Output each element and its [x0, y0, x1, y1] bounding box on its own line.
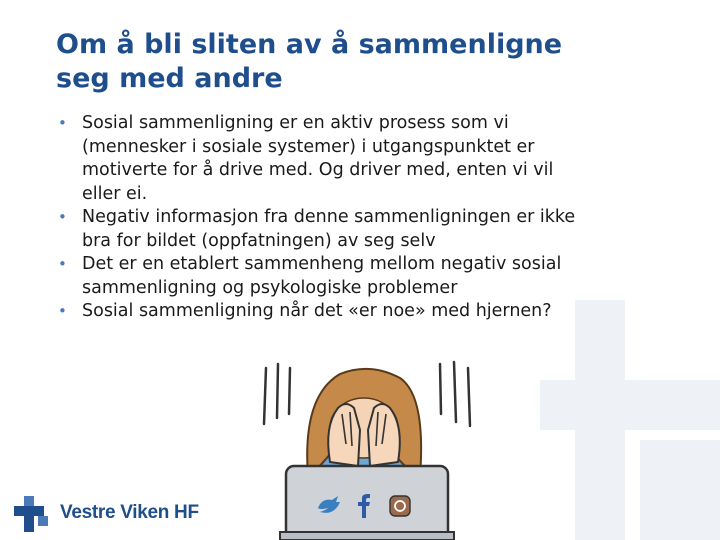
bullet-marker: •	[58, 255, 67, 273]
bullet-item	[56, 253, 676, 300]
bullet-text-line: Det er en etablert sammenheng mellom negativ sosial	[82, 254, 562, 274]
bullet-item	[56, 300, 676, 324]
bullet-text-line: motiverte for å drive med. Og driver med, enten vi vil	[82, 160, 554, 180]
bullet-text-line: bra for bildet (oppfatningen) av seg selv	[82, 230, 436, 251]
bullet-text-line: Negativ informasjon fra denne sammenligningen er ikke	[82, 207, 576, 227]
logo-cross-icon	[14, 496, 54, 532]
brand-logo	[14, 496, 214, 532]
slide-title-line: seg med andre	[56, 63, 283, 94]
bullet-marker: •	[58, 114, 67, 132]
bullet-text-line: Sosial sammenligning når det «er noe» med hjernen?	[82, 301, 552, 321]
bullet-list	[56, 112, 676, 324]
bullet-text-line: sammenligning og psykologiske problemer	[82, 277, 458, 298]
bullet-item	[56, 112, 676, 206]
watermark-cross-horizontal	[540, 380, 720, 430]
stress-lines-right-icon	[440, 362, 470, 426]
stress-lines-left-icon	[264, 364, 290, 424]
bullet-marker: •	[58, 208, 67, 226]
instagram-icon	[390, 496, 410, 516]
bullet-text-line: (mennesker i sosiale systemer) i utgangspunktet er	[82, 136, 535, 157]
watermark-cross-block	[640, 440, 720, 540]
bullet-text-line: Sosial sammenligning er en aktiv prosess som vi	[82, 113, 509, 133]
slide-title-line: Om å bli sliten av å sammenligne	[56, 29, 563, 60]
slide-title	[56, 28, 676, 96]
bullet-item	[56, 206, 676, 253]
logo-text: Vestre Viken HF	[60, 502, 199, 523]
bullet-text-line: eller ei.	[82, 183, 148, 204]
illustration-stressed-person	[250, 356, 550, 540]
bullet-marker: •	[58, 302, 67, 320]
